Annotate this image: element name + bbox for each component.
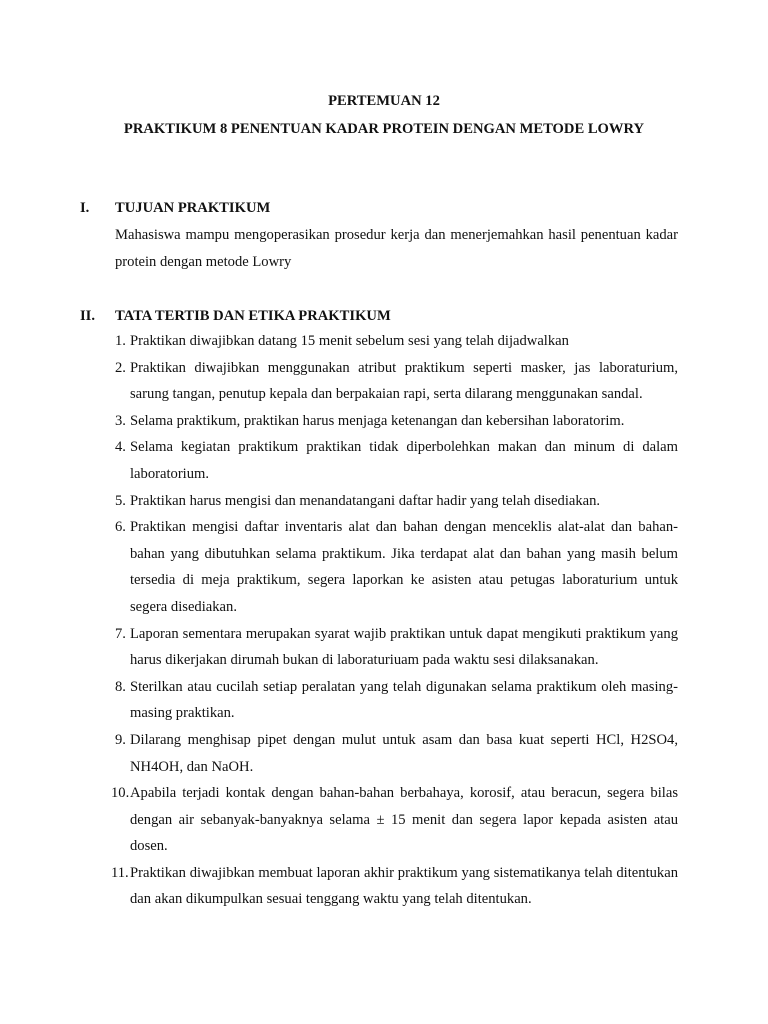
list-item [0,328,678,355]
rules-list [0,328,768,913]
list-item [0,727,678,780]
list-item-text: Selama praktikum, praktikan harus menjaga ketenangan dan kebersihan laboratorim. [130,412,625,429]
list-item-text: Praktikan diwajibkan menggunakan atribut praktikum seperti masker, jas laboraturium, sarung tangan, penutup kepala dan berpakaian rapi, serta dilarang menggunakan sandal. [130,359,678,403]
list-item-text: Laporan sementara merupakan syarat wajib praktikan untuk dapat mengikuti praktikum yang harus dikerjakan dirumah bukan di laboraturiuam pada waktu sesi dilaksanakan. [130,625,678,669]
list-item [0,674,678,727]
list-item-number: 10. [111,785,130,802]
list-item-text: Praktikan diwajibkan membuat laporan akhir praktikum yang sistematikanya telah ditentukan dan akan dikumpulkan sesuai tenggang waktu yang telah ditentukan. [130,864,678,908]
list-item-text: Praktikan diwajibkan datang 15 menit sebelum sesi yang telah dijadwalkan [130,333,569,349]
section-number: II. [80,308,96,324]
list-item [0,514,678,620]
list-item-text: Selama kegiatan praktikum praktikan tidak diperbolehkan makan dan minum di dalam laboratorium. [130,439,678,482]
list-item-number: 4. [115,439,126,456]
meeting-title: PERTEMUAN 12 [328,93,440,109]
list-item-text: Dilarang menghisap pipet dengan mulut untuk asam dan basa kuat seperti HCl, H2SO4, NH4OH, dan NaOH. [130,731,678,775]
list-item [0,621,678,674]
list-item-text: Praktikan mengisi daftar inventaris alat dan bahan dengan menceklis alat-alat dan bahan-bahan yang dibutuhkan selama praktikum. Jika terdapat alat dan bahan yang masih belum tersedia di meja praktikum, segera laporkan ke asisten atau petugas laboraturium untuk segera disediakan. [130,519,678,615]
section-number: I. [80,200,90,216]
list-item-number: 1. [115,333,126,349]
list-item-text: Sterilkan atau cucilah setiap peralatan yang telah digunakan selama praktikum oleh masing-masing praktikan. [130,678,678,722]
list-item [0,780,678,860]
section-title-rules: TATA TERTIB DAN ETIKA PRAKTIKUM [115,308,391,324]
list-item [0,408,678,435]
list-item-number: 2. [115,359,126,376]
list-item-text: Praktikan harus mengisi dan menandatangani daftar hadir yang telah disediakan. [130,492,601,509]
list-item-number: 11. [111,864,129,881]
list-item-number: 3. [115,412,126,429]
list-item [0,434,678,487]
list-item-number: 8. [115,678,126,695]
list-item-number: 7. [115,625,126,642]
practicum-title: PRAKTIKUM 8 PENENTUAN KADAR PROTEIN DENGAN METODE LOWRY [123,121,645,137]
list-item [0,355,678,408]
list-item-text: Apabila terjadi kontak dengan bahan-bahan berbahaya, korosif, atau beracun, segera bilas dengan air sebanyak-banyaknya selama ± 15 menit dan segera lapor kepada asisten atau dosen. [130,785,678,855]
list-item-number: 5. [115,492,126,509]
objective-paragraph: Mahasiswa mampu mengoperasikan prosedur kerja dan menerjemahkan hasil penentuan kadar protein dengan metode Lowry [115,227,678,270]
section-title-objective: TUJUAN PRAKTIKUM [115,200,271,216]
list-item [0,860,678,913]
list-item [0,488,678,515]
list-item-number: 6. [115,519,126,536]
list-item-number: 9. [115,731,126,748]
